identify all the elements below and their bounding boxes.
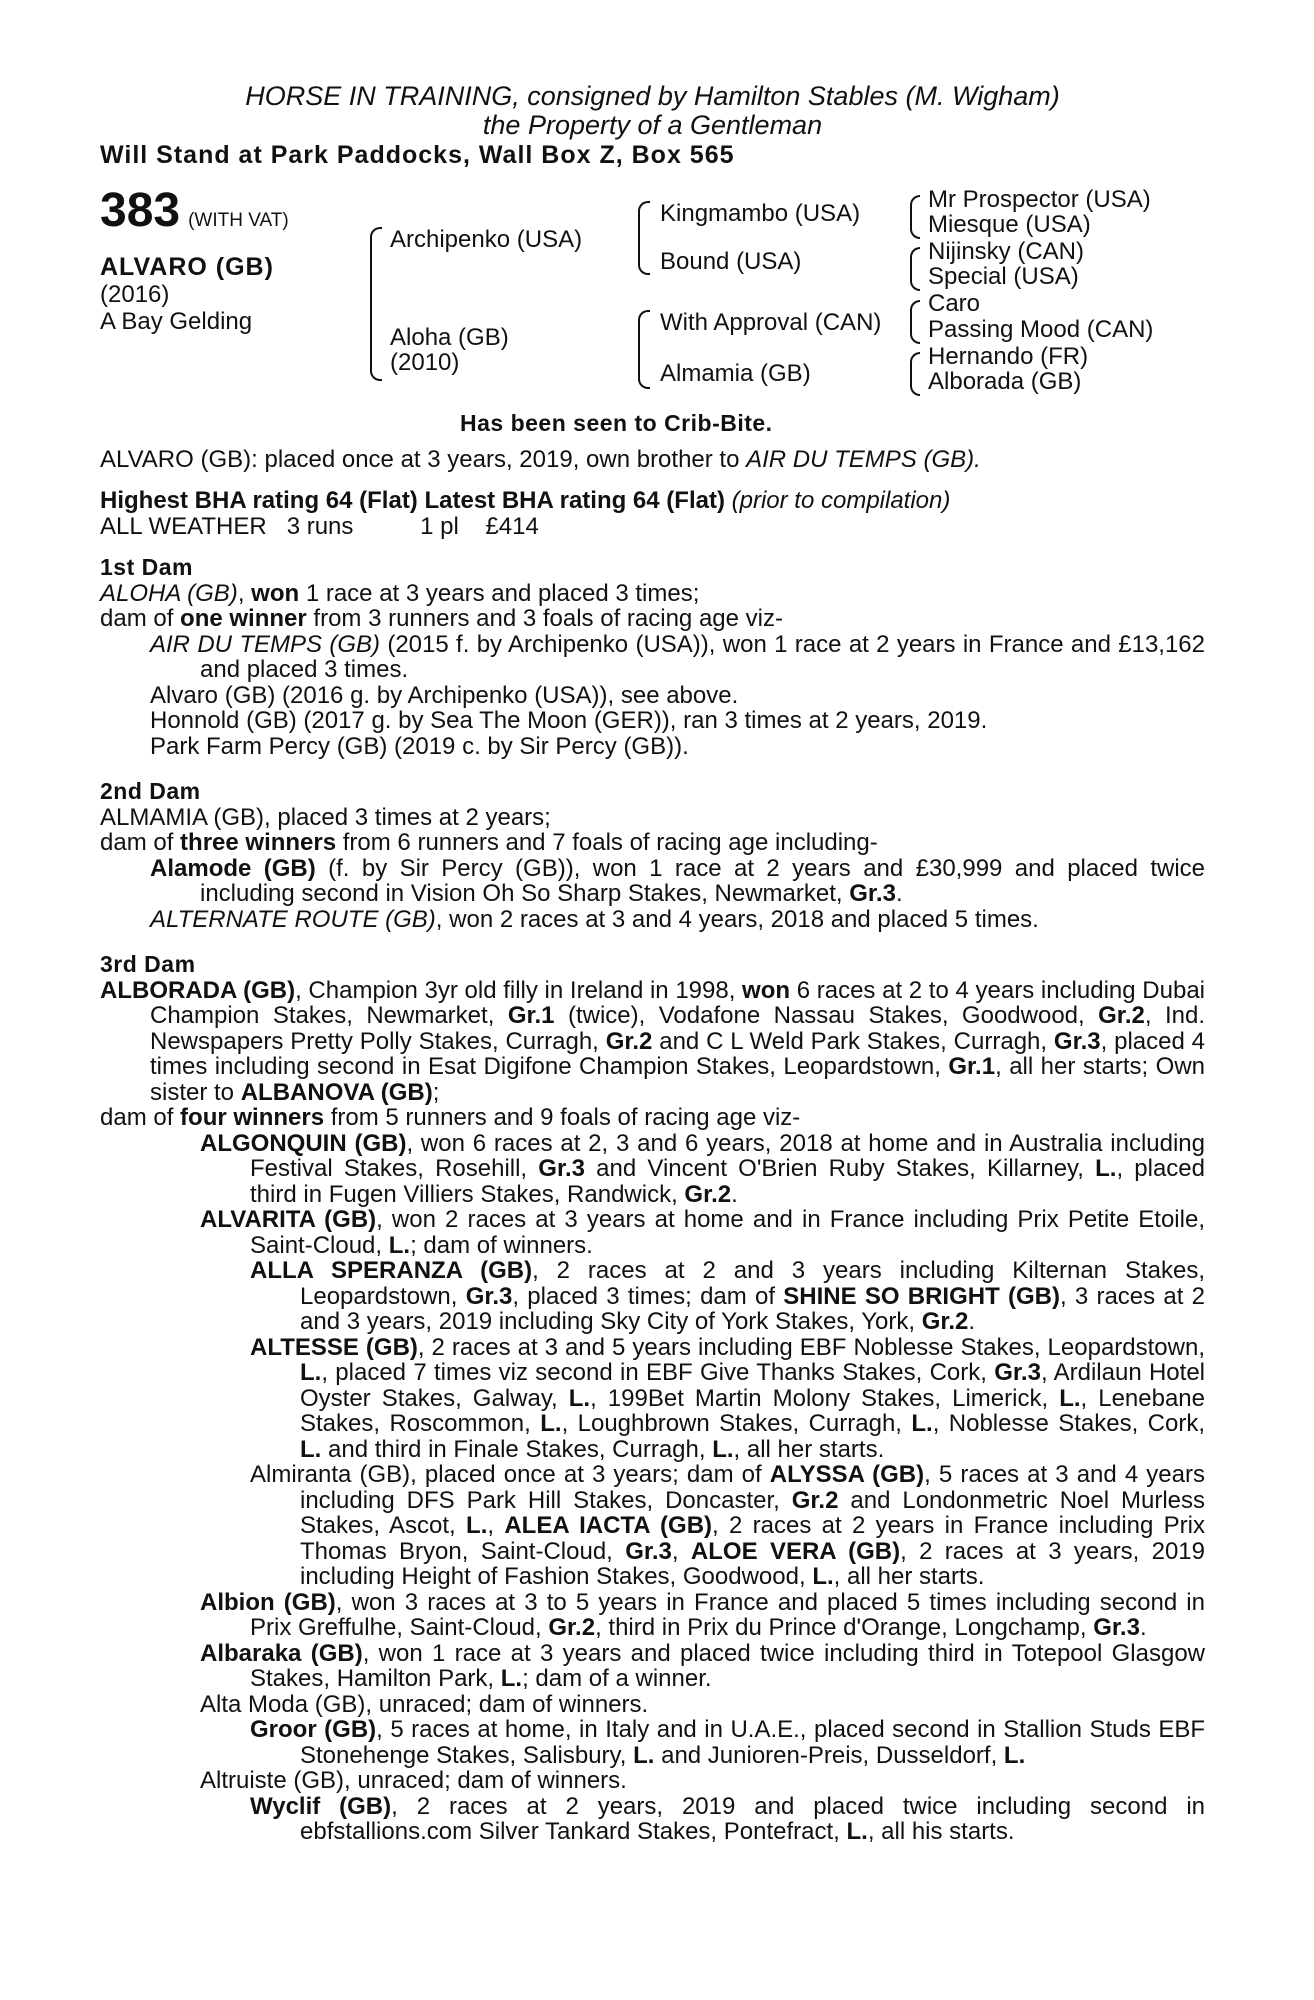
first-dam-produce-intro: dam of one winner from 3 runners and 3 foals of racing age viz- [100,605,783,632]
first-dam-heading: 1st Dam [100,554,193,580]
sire-dam-dam: Special (USA) [928,262,1079,290]
text-segment: . [1139,1614,1147,1641]
third-dam-entry [100,978,1205,1106]
vat-note: (WITH VAT) [188,209,289,231]
produce-entry: AIR DU TEMPS (GB) (2015 f. by Archipenko (USA)), won 1 race at 2 years in France and £13,162 and placed 3 times. [150,630,1206,683]
text-segment: ; [432,1078,440,1106]
text-segment: and Junioren-Preis, Dusseldorf, [654,1741,1004,1769]
grand-produce-entry [100,1717,1205,1768]
text-segment: ALBANOVA (GB) [240,1078,433,1106]
text-segment: Gr.2 [1098,1002,1145,1029]
text-segment: Gr.3 [1093,1614,1140,1641]
text-segment: Gr.2 [684,1180,732,1208]
brace-dd [910,352,920,396]
text-segment: ; dam of a winner. [522,1665,712,1692]
produce-entry [100,1131,1205,1208]
text-segment: , 5 races at 3 and 4 years including DFS Park Hill Stakes, Doncaster, [300,1461,1205,1514]
brace-gen1 [370,227,382,381]
text-segment: , all her starts. [733,1435,885,1463]
text-segment: , 2 races at 2 years in France including Prix Thomas Bryon, Saint-Cloud, [300,1512,1205,1565]
third-dam-produce-intro [100,1105,1205,1131]
text-segment: L. [388,1231,411,1259]
text-segment: , 2 races at 2 years, 2019 and placed twice including second in ebfstallions.com Silver Tankard Stakes, Pontefract, [300,1792,1206,1845]
text-segment: from 5 runners and 9 foals of racing age viz- [324,1104,801,1131]
text-segment: , placed 4 times including second in Esat Digifone Champion Stakes, Leopardstown, [150,1027,1206,1080]
text-segment: Groor (GB) [250,1716,377,1743]
lot-number-row [100,183,289,237]
brace-dam [638,310,650,389]
text-segment: . [968,1308,976,1335]
text-segment: ALYSSA (GB) [769,1461,925,1488]
produce-entry [100,1590,1205,1641]
text-segment: , Lenebane Stakes, Roscommon, [300,1384,1206,1437]
rating-line: Highest BHA rating 64 (Flat) Latest BHA rating 64 (Flat) (prior to compilation) [100,487,951,514]
dam-sire-sire: Caro [928,289,981,317]
text-segment: ALBORADA (GB) [100,976,296,1004]
dam-dam-dam: Alborada (GB) [928,367,1082,395]
brace-ss [910,195,920,239]
text-segment: L. [846,1818,868,1845]
text-segment: , all her starts; Own sister to [150,1053,1206,1106]
first-dam-line: ALOHA (GB), won 1 race at 3 years and placed 3 times; [100,579,700,607]
text-segment: Gr.3 [538,1155,585,1182]
text-segment: , 2 races at 3 years, 2019 including Height of Fashion Stakes, Goodwood, [300,1537,1205,1590]
lot-number: 383 [100,183,181,237]
text-segment: , Ardilaun Hotel Oyster Stakes, Galway, [300,1359,1206,1412]
text-segment: won [742,976,791,1004]
dam-dam-sire: Hernando (FR) [928,342,1089,370]
racing-record: ALL WEATHER 3 runs 1 pl £414 [100,512,539,540]
text-segment: , 2 races at 3 and 5 years including EBF Noblesse Stakes, Leopardstown, [417,1333,1205,1361]
text-segment: L. [712,1435,734,1463]
text-segment: Albion (GB) [200,1588,336,1616]
text-segment: , won 6 races at 2, 3 and 6 years, 2018 at home and in Australia including Festival Stakes, Rosehill, [250,1129,1206,1182]
text-segment: , [487,1512,505,1539]
text-segment: and Londonmetric Noel Murless Stakes, Ascot, [300,1486,1205,1539]
dam-year: (2010) [390,348,460,376]
text-segment: . [731,1180,738,1208]
produce-entry: Alta Moda (GB), unraced; dam of winners. [200,1690,649,1718]
grand-produce-entry [100,1258,1205,1335]
text-segment: Gr.1 [507,1002,555,1029]
text-segment: , won 3 races at 3 to 5 years in France and placed 5 times including second in Prix Greffulhe, Saint-Cloud, [250,1588,1205,1641]
text-segment: , Champion 3yr old filly in Ireland in 1998, [295,976,743,1004]
brace-sire [638,201,650,275]
text-segment: , placed 7 times viz second in EBF Give Thanks Stakes, Cork, [321,1359,995,1386]
catalogue-page [100,82,1205,1845]
text-segment: Albaraka (GB) [200,1639,363,1667]
second-dam-produce-intro: dam of three winners from 6 runners and 7 foals of racing age including- [100,829,878,856]
text-segment: four winners [180,1104,325,1131]
text-segment: L. [300,1359,322,1386]
summary-line: ALVARO (GB): placed once at 3 years, 2019, own brother to AIR DU TEMPS (GB). [100,445,981,473]
text-segment: Gr.2 [791,1486,839,1514]
text-segment: Gr.1 [948,1053,996,1080]
text-segment: L. [500,1665,523,1692]
produce-entry: ALTERNATE ROUTE (GB), won 2 races at 3 and 4 years, 2018 and placed 5 times. [150,905,1039,933]
text-segment: L. [1003,1741,1026,1769]
sire-dam: Bound (USA) [660,247,802,275]
produce-entry [100,1207,1205,1258]
text-segment: , third in Prix du Prince d'Orange, Longchamp, [595,1614,1094,1641]
sire-sire: Kingmambo (USA) [660,199,861,227]
grand-produce-entry [100,1335,1205,1463]
text-segment: , Loughbrown Stakes, Curragh, [561,1410,912,1437]
dam: Aloha (GB) [390,323,509,351]
text-segment: L. [1095,1155,1117,1182]
text-segment: L. [911,1410,933,1437]
third-dam-heading: 3rd Dam [100,951,196,977]
sire-sire-sire: Mr Prospector (USA) [928,185,1151,213]
text-segment: , 2 races at 2 and 3 years including Kilternan Stakes, Leopardstown, [300,1257,1205,1310]
text-segment: L. [812,1563,834,1590]
property-line: the Property of a Gentleman [482,110,823,140]
dam-sire: With Approval (CAN) [660,308,882,336]
text-segment: , [671,1537,691,1565]
brace-ds [910,300,920,344]
text-segment: L. [540,1410,562,1437]
text-segment: Gr.2 [921,1308,969,1335]
text-segment: ALVARITA (GB) [200,1206,377,1233]
text-segment: L. [1059,1384,1081,1412]
sire: Archipenko (USA) [390,225,583,253]
horse-description: A Bay Gelding [100,307,253,335]
text-segment: ALLA SPERANZA (GB) [250,1257,533,1284]
horse-name: ALVARO (GB) [100,252,274,281]
text-segment: L. [300,1435,322,1463]
text-segment: , 5 races at home, in Italy and in U.A.E., placed second in Stallion Studs EBF Stonehenge Stakes, Salisbury, [300,1716,1205,1769]
text-segment: Gr.3 [625,1537,672,1565]
text-segment: Gr.2 [548,1614,596,1641]
produce-entry: Alamode (GB) (f. by Sir Percy (GB)), won 1 race at 2 years and £30,999 and placed twice including second in Vision Oh So Sharp Stakes, Newmarket, Gr.3. [150,854,1205,907]
consignor-line: HORSE IN TRAINING, consigned by Hamilton Stables (M. Wigham) [245,81,1060,111]
text-segment: L. [568,1384,591,1412]
produce-entry: Honnold (GB) (2017 g. by Sea The Moon (GER)), ran 3 times at 2 years, 2019. [150,707,988,734]
grand-produce-entry [100,1794,1205,1845]
text-segment: , 3 races at 2 and 3 years, 2019 including Sky City of York Stakes, York, [300,1282,1205,1335]
text-segment: Gr.3 [1053,1027,1101,1055]
text-segment: L. [633,1741,655,1769]
text-segment: Gr.3 [465,1282,513,1310]
text-segment: SHINE SO BRIGHT (GB) [783,1282,1060,1310]
text-segment: L. [466,1512,488,1539]
text-segment: ALOE VERA (GB) [690,1537,901,1565]
text-segment: dam of [100,1104,181,1131]
sire-dam-sire: Nijinsky (CAN) [928,237,1084,265]
text-segment: and C L Weld Park Stakes, Curragh, [652,1027,1054,1055]
text-segment: ALTESSE (GB) [250,1333,418,1361]
location-line: Will Stand at Park Paddocks, Wall Box Z, Box 565 [100,141,735,169]
text-segment: Wyclif (GB) [250,1792,392,1820]
grand-produce-entry [100,1462,1205,1590]
text-segment: ALEA IACTA (GB) [504,1512,713,1539]
text-segment: 6 races at 2 to 4 years including Dubai Champion Stakes, Newmarket, [150,976,1205,1029]
produce-entry: Park Farm Percy (GB) (2019 c. by Sir Percy (GB)). [150,732,689,760]
produce-entry: Alvaro (GB) (2016 g. by Archipenko (USA)), see above. [150,681,739,709]
text-segment: , Ind. Newspapers Pretty Polly Stakes, Curragh, [150,1002,1205,1055]
sire-sire-dam: Miesque (USA) [928,210,1091,238]
second-dam-line: ALMAMIA (GB), placed 3 times at 2 years; [100,803,551,831]
horse-year: (2016) [100,280,170,308]
text-segment: , all his starts. [867,1818,1015,1845]
pedigree-block [100,183,1205,437]
text-segment: , all her starts. [833,1563,985,1590]
text-segment: Gr.3 [994,1359,1041,1386]
dam-dam: Almamia (GB) [660,359,811,387]
text-segment: , won 1 race at 3 years and placed twice including third in Totepool Glasgow Stakes, Hamilton Park, [250,1639,1206,1692]
text-segment: , won 2 races at 3 years at home and in France including Prix Petite Etoile, Saint-Cloud, [250,1206,1205,1259]
produce-entry: Altruiste (GB), unraced; dam of winners. [200,1767,627,1794]
text-segment: Almiranta (GB), placed once at 3 years; dam of [250,1461,770,1488]
text-segment: Gr.2 [605,1027,653,1055]
text-segment: and third in Finale Stakes, Curragh, [321,1435,713,1463]
text-segment: , placed 3 times; dam of [512,1282,784,1310]
second-dam-heading: 2nd Dam [100,778,201,804]
brace-sd [910,247,920,291]
dam-sire-dam: Passing Mood (CAN) [928,315,1154,343]
text-segment: , Noblesse Stakes, Cork, [932,1410,1206,1437]
text-segment: , placed third in Fugen Villiers Stakes, Randwick, [250,1155,1205,1208]
text-segment: and Vincent O'Brien Ruby Stakes, Killarney, [584,1155,1096,1182]
text-segment: ; dam of winners. [410,1231,593,1259]
text-segment: ALGONQUIN (GB) [200,1129,407,1157]
text-segment: (twice), Vodafone Nassau Stakes, Goodwood, [554,1002,1099,1029]
crib-bite-note: Has been seen to Crib-Bite. [460,409,773,436]
produce-entry [100,1641,1205,1692]
text-segment: , 199Bet Martin Molony Stakes, Limerick, [590,1384,1060,1412]
